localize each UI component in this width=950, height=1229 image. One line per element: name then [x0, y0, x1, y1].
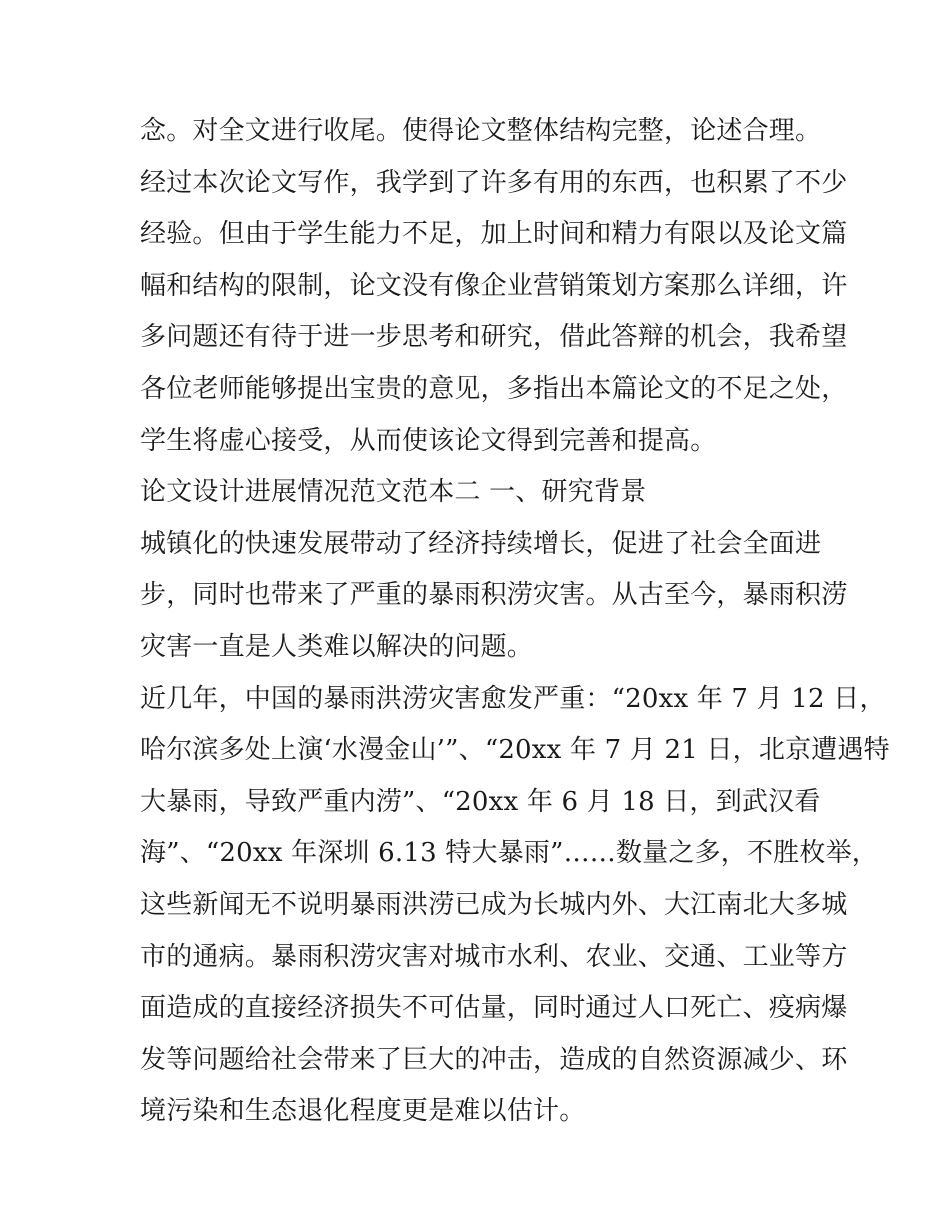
- text-line: 念。对全文进行收尾。使得论文整体结构完整，论述合理。: [140, 116, 822, 146]
- section-heading: 论文设计进展情况范文范本二 一、研究背景: [140, 477, 647, 508]
- document-body: [140, 106, 890, 1138]
- text-line: 近几年，中国的暴雨洪涝灾害愈发严重：“20xx 年 7 月 12 日，: [140, 683, 886, 714]
- text-line: 面造成的直接经济损失不可估量，同时通过人口死亡、疫病爆: [140, 993, 848, 1024]
- text-line: 幅和结构的限制，论文没有像企业营销策划方案那么详细，许: [140, 270, 848, 301]
- text-line: 步，同时也带来了严重的暴雨积涝灾害。从古至今，暴雨积涝: [140, 580, 848, 611]
- text-line: 哈尔滨多处上演‘水漫金山’”、“20xx 年 7 月 21 日，北京遭遇特: [140, 735, 890, 766]
- text-line: 各位老师能够提出宝贵的意见，多指出本篇论文的不足之处，: [140, 373, 848, 404]
- text-line: 经过本次论文写作，我学到了许多有用的东西，也积累了不少: [140, 167, 848, 198]
- text-line: 这些新闻无不说明暴雨洪涝已成为长城内外、大江南北大多城: [140, 889, 848, 920]
- text-line: 市的通病。暴雨积涝灾害对城市水利、农业、交通、工业等方: [140, 941, 848, 972]
- text-line: 境污染和生态退化程度更是难以估计。: [140, 1096, 586, 1127]
- text-line: 灾害一直是人类难以解决的问题。: [140, 631, 534, 662]
- text-line: 大暴雨，导致严重内涝”、“20xx 年 6 月 18 日，到武汉看: [140, 786, 821, 817]
- text-line: 发等问题给社会带来了巨大的冲击，造成的自然资源减少、环: [140, 1044, 848, 1075]
- text-line: 城镇化的快速发展带动了经济持续增长，促进了社会全面进: [140, 528, 822, 559]
- text-line: 多问题还有待于进一步思考和研究，借此答辩的机会，我希望: [140, 322, 848, 353]
- text-line: 学生将虚心接受，从而使该论文得到完善和提高。: [140, 425, 717, 456]
- text-line: 经验。但由于学生能力不足，加上时间和精力有限以及论文篇: [140, 219, 848, 250]
- text-line: 海”、“20xx 年深圳 6.13 特大暴雨”……数量之多，不胜枚举，: [140, 838, 878, 869]
